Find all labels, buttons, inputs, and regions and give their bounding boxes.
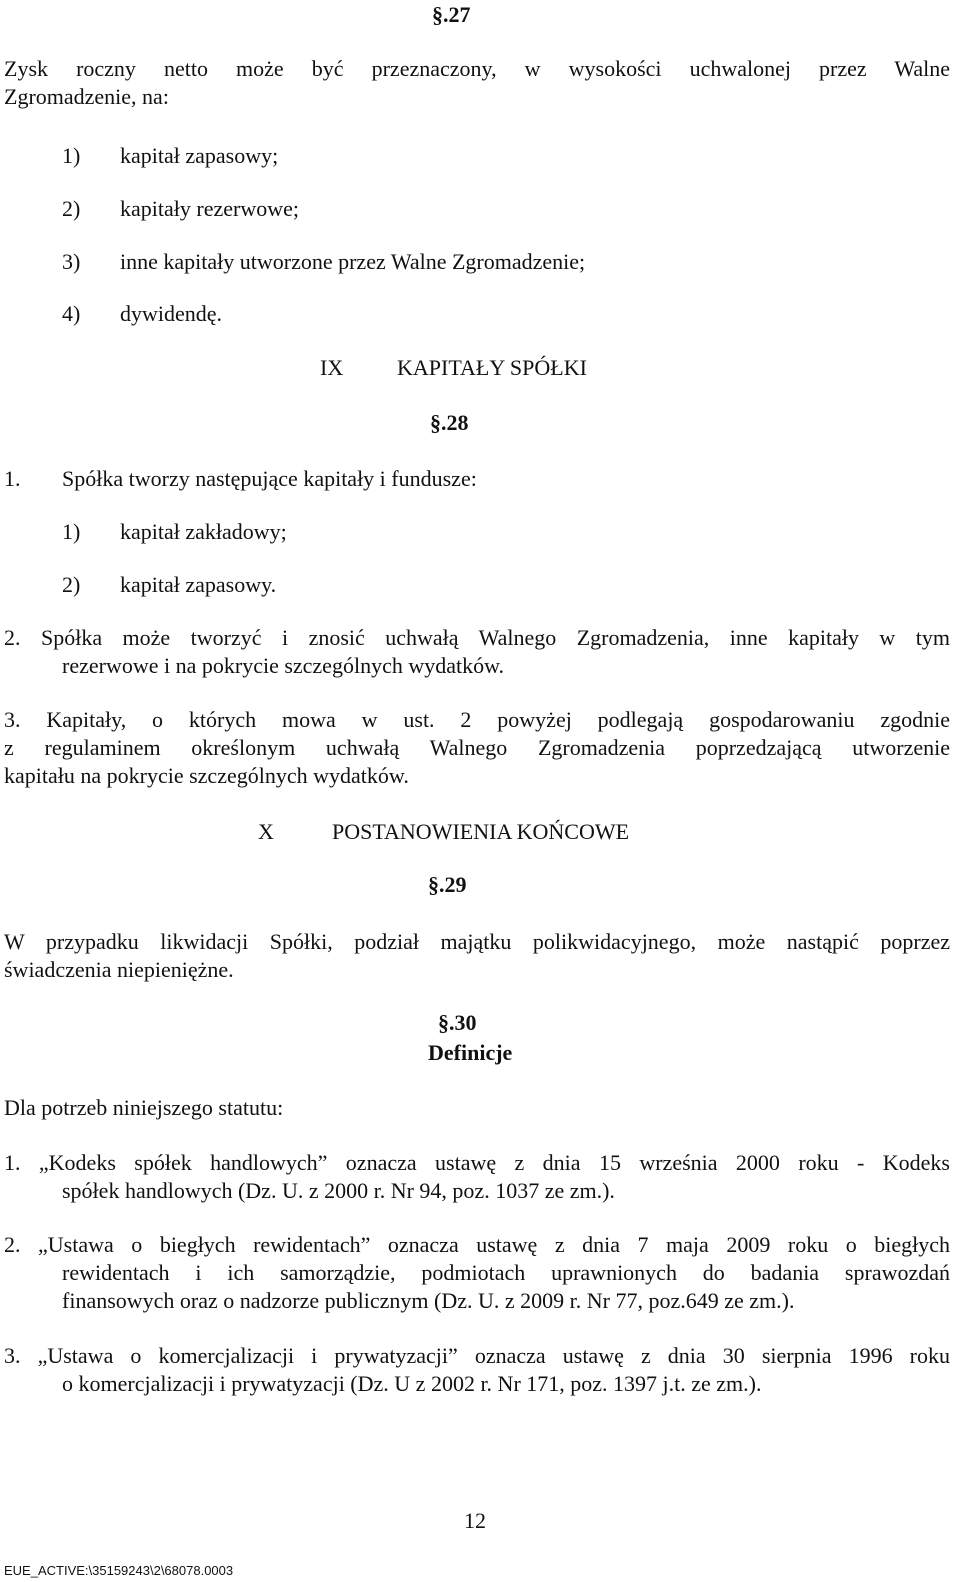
- definition-2-line-1: 2. „Ustawa o biegłych rewidentach” oznacza ustawę z dnia 7 maja 2009 roku o biegłych: [4, 1232, 950, 1257]
- list-item-number: 2): [62, 196, 81, 221]
- definition-2-line-2: rewidentach i ich samorządzie, podmiotach uprawnionych do badania sprawozdań: [62, 1260, 950, 1285]
- list-item-text: kapitały rezerwowe;: [120, 196, 299, 221]
- s28-p3-line-2: z regulaminem określonym uchwałą Walnego Zgromadzenia poprzedzającą utworzenie: [4, 735, 950, 760]
- definitions-intro: Dla potrzeb niniejszego statutu:: [4, 1095, 284, 1120]
- s27-intro-line-1: Zysk roczny netto może być przeznaczony, w wysokości uchwalonej przez Walne: [4, 56, 950, 81]
- chapter-10-number: X: [258, 819, 274, 844]
- section-30-marker: §.30: [438, 1010, 477, 1035]
- list-item-text: dywidendę.: [120, 301, 223, 326]
- s29-line-1: W przypadku likwidacji Spółki, podział majątku polikwidacyjnego, może nastąpić poprzez: [4, 929, 950, 954]
- definition-2-line-3: finansowych oraz o nadzorze publicznym (Dz. U. z 2009 r. Nr 77, poz.649 ze zm.).: [62, 1288, 795, 1313]
- s28-p1-number: 1.: [4, 466, 21, 491]
- chapter-10-title: POSTANOWIENIA KOŃCOWE: [332, 819, 630, 844]
- s28-p2-line-1: 2. Spółka może tworzyć i znosić uchwałą Walnego Zgromadzenia, inne kapitały w tym: [4, 625, 950, 650]
- section-28-marker: §.28: [430, 410, 469, 435]
- list-item-text: kapitał zapasowy;: [120, 143, 279, 168]
- s28-p1-text: Spółka tworzy następujące kapitały i fundusze:: [62, 466, 477, 491]
- list-item-number: 2): [62, 572, 81, 597]
- list-item-number: 4): [62, 301, 81, 326]
- s28-p2-line-2: rezerwowe i na pokrycie szczególnych wydatków.: [62, 653, 505, 678]
- page-number: 12: [464, 1508, 486, 1533]
- s28-p3-line-1: 3. Kapitały, o których mowa w ust. 2 powyżej podlegają gospodarowaniu zgodnie: [4, 707, 950, 732]
- section-29-marker: §.29: [428, 872, 467, 897]
- footer-document-reference: EUE_ACTIVE:\35159243\2\68078.0003: [4, 1563, 234, 1578]
- chapter-9-number: IX: [320, 355, 344, 380]
- list-item-text: kapitał zakładowy;: [120, 519, 287, 544]
- list-item-number: 1): [62, 519, 81, 544]
- list-item-text: kapitał zapasowy.: [120, 572, 277, 597]
- s27-intro-line-2: Zgromadzenie, na:: [4, 84, 169, 109]
- definition-3-line-1: 3. „Ustawa o komercjalizacji i prywatyzacji” oznacza ustawę z dnia 30 sierpnia 1996 roku: [4, 1343, 950, 1368]
- section-27-marker: §.27: [432, 2, 471, 27]
- section-30-title: Definicje: [428, 1040, 513, 1065]
- list-item-text: inne kapitały utworzone przez Walne Zgromadzenie;: [120, 249, 586, 274]
- definition-1-line-1: 1. „Kodeks spółek handlowych” oznacza ustawę z dnia 15 września 2000 roku - Kodeks: [4, 1150, 950, 1175]
- list-item-number: 1): [62, 143, 81, 168]
- list-item-number: 3): [62, 249, 81, 274]
- s28-p3-line-3: kapitału na pokrycie szczególnych wydatków.: [4, 763, 409, 788]
- definition-1-line-2: spółek handlowych (Dz. U. z 2000 r. Nr 94, poz. 1037 ze zm.).: [62, 1178, 615, 1203]
- s29-line-2: świadczenia niepieniężne.: [4, 957, 234, 982]
- chapter-9-title: KAPITAŁY SPÓŁKI: [397, 355, 587, 380]
- definition-3-line-2: o komercjalizacji i prywatyzacji (Dz. U z 2002 r. Nr 171, poz. 1397 j.t. ze zm.).: [62, 1371, 762, 1396]
